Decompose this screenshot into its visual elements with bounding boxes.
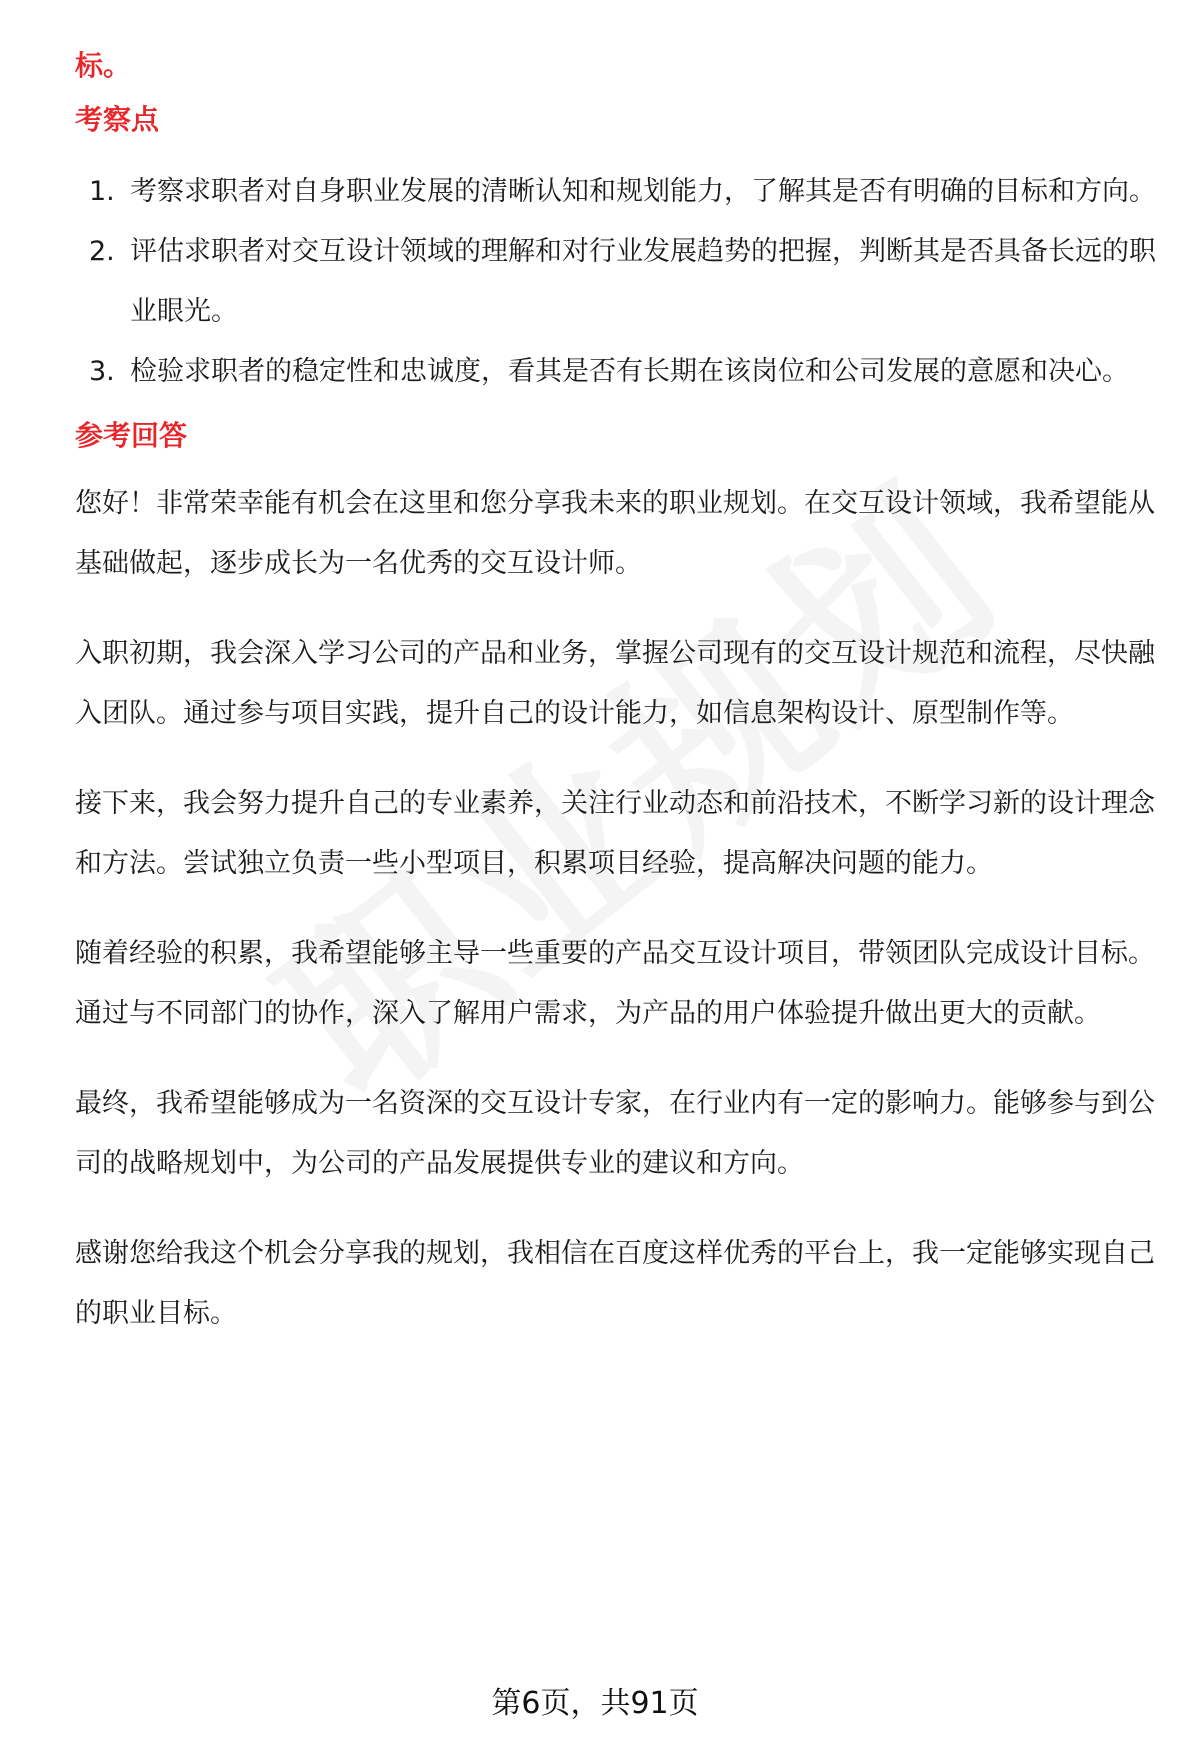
- list-number: 1.: [89, 176, 115, 207]
- list-text: 检验求职者的稳定性和忠诚度，看其是否有长期在该岗位和公司发展的意愿和决心。: [130, 356, 1129, 387]
- continued-heading: 标。: [75, 49, 132, 82]
- answer-paragraph: 随着经验的积累，我希望能够主导一些重要的产品交互设计项目，带领团队完成设计目标。通过与不同部门的协作，深入了解用户需求，为产品的用户体验提升做出更大的贡献。: [75, 938, 1155, 1029]
- page-content: [75, 46, 1165, 1374]
- section-title-examine: 考察点: [75, 103, 160, 136]
- list-number: 2.: [89, 236, 115, 267]
- list-number: 3.: [89, 356, 115, 387]
- answer-paragraph: 感谢您给我这个机会分享我的规划，我相信在百度这样优秀的平台上，我一定能够实现自己的职业目标。: [75, 1238, 1155, 1329]
- list-item: [75, 162, 1165, 222]
- answer-paragraph: 您好！非常荣幸能有机会在这里和您分享我未来的职业规划。在交互设计领域，我希望能从基础做起，逐步成长为一名优秀的交互设计师。: [75, 488, 1155, 579]
- list-item: [75, 342, 1165, 402]
- section-title-answer: 参考回答: [75, 419, 188, 452]
- answer-paragraph: 最终，我希望能够成为一名资深的交互设计专家，在行业内有一定的影响力。能够参与到公司的战略规划中，为公司的产品发展提供专业的建议和方向。: [75, 1088, 1155, 1179]
- answer-paragraph: 接下来，我会努力提升自己的专业素养，关注行业动态和前沿技术，不断学习新的设计理念和方法。尝试独立负责一些小型项目，积累项目经验，提高解决问题的能力。: [75, 788, 1155, 879]
- examine-list: [75, 162, 1165, 402]
- list-item: [75, 222, 1165, 342]
- list-text: 评估求职者对交互设计领域的理解和对行业发展趋势的把握，判断其是否具备长远的职业眼光。: [130, 236, 1156, 327]
- answer-paragraph: 入职初期，我会深入学习公司的产品和业务，掌握公司现有的交互设计规范和流程，尽快融入团队。通过参与项目实践，提升自己的设计能力，如信息架构设计、原型制作等。: [75, 638, 1155, 729]
- list-text: 考察求职者对自身职业发展的清晰认知和规划能力，了解其是否有明确的目标和方向。: [130, 176, 1156, 207]
- page-number: 第6页，共91页: [491, 1686, 699, 1721]
